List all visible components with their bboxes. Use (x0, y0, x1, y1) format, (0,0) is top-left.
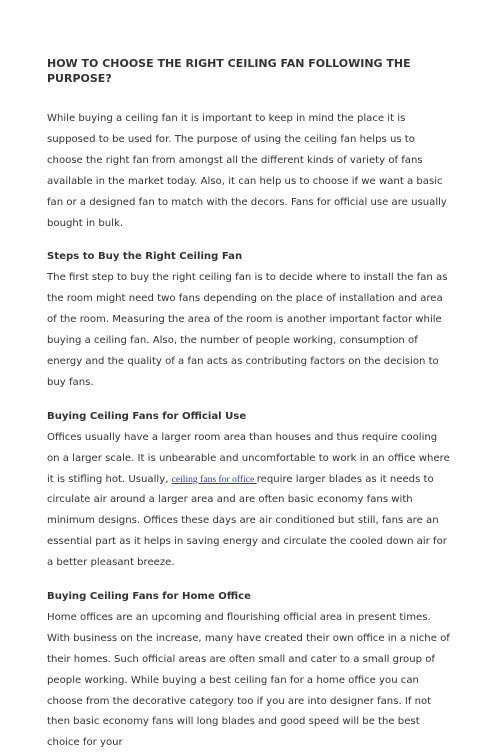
section-body-home-office: Home offices are an upcoming and flourishing official area in present times. With business on the increase, many have created their own office in a niche of their homes. Such official areas are often small and cater to a small group of people working. While buying a best ceiling fan for a home office you can choose from the decorative category too if you are into designer fans. If not then basic economy fans will long blades and good speed will be the best choice for your (47, 611, 450, 749)
ceiling-fans-for-office-link[interactable]: ceiling fans for office (171, 473, 257, 485)
section-heading-official-use: Buying Ceiling Fans for Official Use (47, 410, 247, 422)
body-text-before-link: Offices usually have a larger room area than houses and thus require cooling on a larger scale. It is unbearable and uncomfortable to work in an office where it is stifling hot. Usually, (47, 431, 450, 485)
spacer (47, 574, 452, 587)
section-heading-home-office: Buying Ceiling Fans for Home Office (47, 591, 251, 603)
section-body-steps: The first step to buy the right ceiling fan is to decide where to install the fan as the room might need two fans depending on the place of installation and area of the room. Measuring the area of the room is another important factor while buying a ceiling fan. Also, the number of people working, consumption of energy and the quality of a fan acts as contributing factors on the decision to buy fans. (47, 272, 448, 388)
section-body-official-use (47, 428, 452, 574)
page-title: HOW TO CHOOSE THE RIGHT CEILING FAN FOLLOWING THE PURPOSE? (47, 57, 411, 85)
body-text-after-link: require larger blades as it needs to circulate air around a larger area and are often basic economy fans with minimum designs. Offices these days are air conditioned but still, fans are an essential part as it helps in saving energy and circulate the cooled down air for a better pleasant breeze. (47, 473, 447, 569)
spacer (47, 234, 452, 247)
spacer (47, 394, 452, 407)
section-heading-steps: Steps to Buy the Right Ceiling Fan (47, 251, 243, 263)
article-body (47, 109, 452, 754)
intro-paragraph: While buying a ceiling fan it is important to keep in mind the place it is supposed to be used for. The purpose of using the ceiling fan helps us to choose the right fan from amongst all the different kinds of variety of fans available in the market today. Also, it can help us to choose if we want a basic fan or a designed fan to match with the decors. Fans for official use are usually bought in bulk. (47, 113, 447, 229)
